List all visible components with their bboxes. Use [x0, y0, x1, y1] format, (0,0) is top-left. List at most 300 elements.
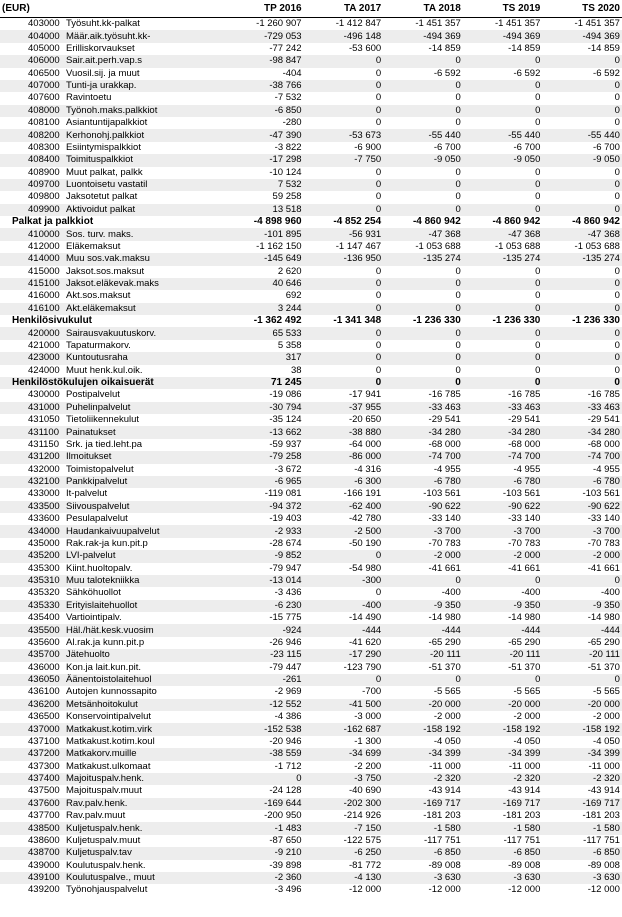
value-cell: -34 399 — [428, 748, 461, 760]
value-cell: -14 980 — [428, 612, 461, 624]
table-row — [0, 105, 622, 117]
value-cell: 317 — [285, 352, 302, 364]
value-cell: -9 350 — [433, 599, 461, 611]
account-name: Rav.palv.henk. — [66, 797, 128, 809]
account-cell — [0, 823, 224, 835]
account-code: 436200 — [28, 698, 60, 710]
account-cell — [0, 402, 224, 414]
account-code: 435300 — [28, 562, 60, 574]
account-code: 408000 — [28, 104, 60, 116]
value-cell: -1 260 907 — [256, 18, 302, 30]
value-cell: -4 852 254 — [333, 216, 382, 228]
value-cell: -43 914 — [508, 785, 541, 797]
account-name: Erityislaitehuollot — [66, 599, 138, 611]
col-header: TA 2017 — [343, 3, 382, 14]
value-cell: 0 — [375, 327, 382, 339]
value-cell: 0 — [535, 674, 541, 686]
value-cell: -3 630 — [433, 872, 461, 884]
value-cell: 0 — [375, 80, 382, 92]
account-cell — [0, 662, 224, 674]
value-cell: 0 — [375, 55, 382, 67]
value-cell: 0 — [455, 575, 461, 587]
value-cell: -68 000 — [508, 438, 541, 450]
account-cell — [0, 352, 224, 364]
value-cell: 0 — [535, 265, 541, 277]
table-row — [0, 674, 622, 686]
account-cell — [0, 526, 224, 538]
value-cell: -35 124 — [269, 414, 302, 426]
value-cell: -117 751 — [423, 834, 461, 846]
value-cell: 0 — [614, 364, 620, 376]
account-name: Palkat ja palkkiot — [12, 216, 94, 228]
account-cell — [0, 68, 224, 80]
table-row — [0, 513, 622, 525]
table-row — [0, 686, 622, 698]
table-row — [0, 736, 622, 748]
account-name: Autojen kunnossapito — [66, 686, 157, 698]
value-cell: 0 — [614, 55, 620, 67]
value-cell: -11 000 — [588, 760, 620, 772]
value-cell: 0 — [535, 55, 541, 67]
table-row — [0, 241, 622, 253]
value-cell: -12 000 — [348, 884, 382, 896]
account-cell — [0, 513, 224, 525]
value-cell: 0 — [375, 203, 382, 215]
table-row — [0, 179, 622, 191]
account-name: Metsänhoitokulut — [66, 698, 138, 710]
value-cell: -79 258 — [269, 451, 302, 463]
account-name: Ilmoitukset — [66, 451, 112, 463]
table-row — [0, 402, 622, 414]
value-cell: -7 532 — [274, 92, 302, 104]
col-header: TS 2019 — [502, 3, 541, 14]
value-cell: -29 541 — [428, 414, 461, 426]
value-cell: 5 358 — [277, 339, 302, 351]
value-cell: 0 — [455, 352, 461, 364]
account-cell — [0, 18, 224, 30]
account-name: Toimituspalkkiot — [66, 154, 134, 166]
account-code: 431100 — [28, 426, 59, 438]
value-cell: -6 850 — [274, 104, 302, 116]
account-code: 409900 — [28, 203, 60, 215]
table-row — [0, 439, 622, 451]
value-cell: -136 950 — [343, 253, 382, 265]
value-cell: -54 980 — [348, 562, 382, 574]
account-name: Akt.sos.maksut — [66, 290, 131, 302]
value-cell: -444 — [362, 624, 382, 636]
value-cell: -5 565 — [433, 686, 461, 698]
value-cell: 0 — [614, 166, 620, 178]
value-cell: -119 081 — [264, 488, 302, 500]
account-name: Pankkipalvelut — [66, 476, 128, 488]
account-name: Asiantuntijapalkkiot — [66, 117, 148, 129]
value-cell: 0 — [375, 191, 382, 203]
account-code: 424000 — [28, 364, 60, 376]
account-cell — [0, 377, 224, 389]
table-row — [0, 637, 622, 649]
account-cell — [0, 600, 224, 612]
value-cell: 0 — [375, 179, 382, 191]
account-code: 433600 — [28, 513, 60, 525]
account-cell — [0, 290, 224, 302]
account-code: 415100 — [28, 278, 60, 290]
account-code: 437300 — [28, 760, 60, 772]
value-cell: -1 712 — [274, 760, 302, 772]
account-name: Matkakorv.muille — [66, 748, 137, 760]
value-cell: -47 368 — [587, 228, 620, 240]
account-code: 406000 — [28, 55, 60, 67]
value-cell: -101 895 — [264, 228, 302, 240]
value-cell: -181 203 — [423, 810, 461, 822]
value-cell: -40 690 — [348, 785, 382, 797]
value-cell: -42 780 — [348, 513, 382, 525]
account-cell — [0, 191, 224, 203]
value-cell: 0 — [375, 302, 382, 314]
value-cell: -3 672 — [274, 463, 302, 475]
value-cell: -3 700 — [513, 525, 541, 537]
value-cell: -2 000 — [513, 711, 541, 723]
value-cell: -2 320 — [433, 773, 461, 785]
account-name: Vartiointipalv. — [66, 612, 122, 624]
value-cell: 0 — [535, 352, 541, 364]
table-row — [0, 117, 622, 129]
value-cell: -1 451 357 — [415, 18, 461, 30]
account-code: 433000 — [28, 488, 60, 500]
value-cell: 0 — [455, 278, 461, 290]
account-code: 406500 — [28, 67, 60, 79]
value-cell: 0 — [535, 339, 541, 351]
account-code: 435400 — [28, 612, 60, 624]
value-cell: -4 050 — [513, 735, 541, 747]
subtotal-row — [0, 216, 622, 228]
value-cell: -14 859 — [428, 42, 461, 54]
value-cell: 0 — [455, 265, 461, 277]
table-row — [0, 587, 622, 599]
value-cell: -29 541 — [587, 414, 620, 426]
value-cell: -3 750 — [354, 773, 382, 785]
value-cell: -166 191 — [343, 488, 382, 500]
account-cell — [0, 43, 224, 55]
value-cell: -65 290 — [587, 636, 620, 648]
value-cell: -1 580 — [433, 822, 461, 834]
value-cell: -6 850 — [433, 847, 461, 859]
value-cell: 0 — [375, 339, 382, 351]
account-name: Tietoliikennekulut — [66, 414, 140, 426]
value-cell: -14 859 — [508, 42, 541, 54]
account-name: Työsuht.kk-palkat — [66, 18, 140, 30]
value-cell: 0 — [614, 92, 620, 104]
account-code: 438500 — [28, 822, 60, 834]
value-cell: 692 — [285, 290, 302, 302]
account-cell — [0, 365, 224, 377]
account-name: Siivouspalvelut — [66, 500, 130, 512]
value-cell: -1 053 688 — [494, 240, 541, 252]
account-cell — [0, 612, 224, 624]
value-cell: -5 565 — [593, 686, 620, 698]
account-code: 408200 — [28, 129, 60, 141]
table-row — [0, 327, 622, 339]
account-cell — [0, 92, 224, 104]
value-cell: 0 — [614, 302, 620, 314]
table-row — [0, 340, 622, 352]
account-cell — [0, 563, 224, 575]
account-cell — [0, 439, 224, 451]
value-cell: 0 — [614, 203, 620, 215]
account-cell — [0, 142, 224, 154]
account-cell — [0, 649, 224, 661]
value-cell: 3 244 — [277, 302, 302, 314]
value-cell: -1 412 847 — [335, 18, 382, 30]
account-code: 408400 — [28, 154, 60, 166]
value-cell: -4 955 — [433, 463, 461, 475]
value-cell: -117 751 — [583, 834, 620, 846]
value-cell: -444 — [521, 624, 541, 636]
value-cell: -34 399 — [508, 748, 541, 760]
value-cell: 0 — [534, 377, 541, 389]
value-cell: -56 931 — [348, 228, 382, 240]
table-row — [0, 872, 622, 884]
value-cell: 0 — [455, 674, 461, 686]
value-cell: -16 785 — [428, 389, 461, 401]
value-cell: -89 008 — [428, 859, 461, 871]
value-cell: -20 946 — [269, 735, 302, 747]
account-name: Toimistopalvelut — [66, 463, 134, 475]
value-cell: -6 700 — [513, 141, 541, 153]
account-cell — [0, 587, 224, 599]
value-cell: -6 780 — [593, 476, 620, 488]
account-code: 438700 — [28, 847, 60, 859]
account-name: Muu talotekniikka — [66, 575, 140, 587]
account-code: 435600 — [28, 636, 60, 648]
value-cell: -2 200 — [354, 760, 382, 772]
table-row — [0, 649, 622, 661]
value-cell: -2 000 — [593, 550, 620, 562]
table-row — [0, 142, 622, 154]
value-cell: -152 538 — [264, 723, 302, 735]
table-row — [0, 68, 622, 80]
value-cell: -2 000 — [433, 711, 461, 723]
account-name: It-palvelut — [66, 488, 108, 500]
value-cell: 0 — [614, 377, 620, 389]
value-cell: 0 — [375, 587, 382, 599]
table-row — [0, 835, 622, 847]
value-cell: -30 794 — [269, 401, 302, 413]
account-name: Matkakust.kotim.koul — [66, 735, 155, 747]
value-cell: -90 622 — [428, 500, 461, 512]
account-cell — [0, 785, 224, 797]
value-cell: -2 000 — [433, 550, 461, 562]
account-name: Aktivoidut palkat — [66, 203, 136, 215]
account-cell — [0, 204, 224, 216]
value-cell: 0 — [296, 773, 302, 785]
account-name: Haudankaivuupalvelut — [66, 525, 160, 537]
value-cell: -20 111 — [429, 649, 461, 661]
value-cell: -400 — [441, 587, 461, 599]
account-name: Henkilösivukulut — [12, 315, 93, 327]
value-cell: -1 580 — [593, 822, 620, 834]
table-row — [0, 501, 622, 513]
account-code: 436000 — [28, 661, 60, 673]
value-cell: 0 — [535, 290, 541, 302]
value-cell: -16 785 — [587, 389, 620, 401]
account-code: 437700 — [28, 810, 60, 822]
value-cell: -14 859 — [587, 42, 620, 54]
value-cell: -200 950 — [264, 810, 302, 822]
account-code: 412000 — [28, 240, 60, 252]
account-cell — [0, 575, 224, 587]
value-cell: -3 630 — [513, 872, 541, 884]
value-cell: -12 000 — [428, 884, 461, 896]
table-body — [0, 18, 622, 897]
value-cell: -4 130 — [354, 872, 382, 884]
value-cell: -29 541 — [508, 414, 541, 426]
account-name: LVI-palvelut — [66, 550, 116, 562]
value-cell: -494 369 — [423, 30, 461, 42]
value-cell: 0 — [535, 278, 541, 290]
table-row — [0, 80, 622, 92]
value-cell: -169 717 — [502, 797, 541, 809]
account-name: Jätehuolto — [66, 649, 110, 661]
value-cell: -65 290 — [428, 636, 461, 648]
value-cell: 59 258 — [272, 191, 302, 203]
value-cell: -14 980 — [508, 612, 541, 624]
table-row — [0, 563, 622, 575]
account-code: 405000 — [28, 42, 60, 54]
value-cell: -13 662 — [269, 426, 302, 438]
account-cell — [0, 884, 224, 896]
account-code: 436500 — [28, 711, 60, 723]
value-cell: -400 — [521, 587, 541, 599]
account-code: 434000 — [28, 525, 60, 537]
value-cell: -94 372 — [269, 500, 302, 512]
value-cell: -89 008 — [508, 859, 541, 871]
value-cell: -90 622 — [508, 500, 541, 512]
account-cell — [0, 810, 224, 822]
value-cell: 0 — [455, 104, 461, 116]
account-name: Sos. turv. maks. — [66, 228, 134, 240]
value-cell: -6 230 — [274, 599, 302, 611]
value-cell: 0 — [614, 674, 620, 686]
table-row — [0, 228, 622, 240]
account-name: Tunti-ja urakkap. — [66, 80, 137, 92]
value-cell: 0 — [614, 179, 620, 191]
value-cell: -4 386 — [274, 711, 302, 723]
value-cell: 40 646 — [272, 278, 302, 290]
value-cell: -11 000 — [508, 760, 541, 772]
account-name: Kuljetuspalv.tav — [66, 847, 132, 859]
value-cell: -135 274 — [582, 253, 620, 265]
account-code: 421000 — [28, 339, 60, 351]
value-cell: -924 — [282, 624, 302, 636]
account-code: 407000 — [28, 80, 60, 92]
account-cell — [0, 538, 224, 550]
value-cell: -68 000 — [587, 438, 620, 450]
table-row — [0, 748, 622, 760]
value-cell: 0 — [455, 203, 461, 215]
value-cell: -9 852 — [274, 550, 302, 562]
value-cell: -4 860 942 — [492, 216, 541, 228]
account-cell — [0, 229, 224, 241]
account-code: 435330 — [28, 599, 60, 611]
value-cell: -86 000 — [348, 451, 382, 463]
account-name: Koulutuspalv.henk. — [66, 859, 146, 871]
value-cell: 0 — [455, 364, 461, 376]
table-row — [0, 711, 622, 723]
account-name: Sähköhuollot — [66, 587, 121, 599]
value-cell: 0 — [455, 191, 461, 203]
value-cell: -158 192 — [502, 723, 541, 735]
account-name: Määr.aik.työsuht.kk- — [66, 30, 151, 42]
value-cell: -4 316 — [354, 463, 382, 475]
value-cell: -12 552 — [269, 698, 302, 710]
value-cell: -79 947 — [269, 562, 302, 574]
table-row — [0, 550, 622, 562]
value-cell: 0 — [455, 377, 461, 389]
value-cell: -6 780 — [433, 476, 461, 488]
account-cell — [0, 241, 224, 253]
value-cell: -70 783 — [508, 537, 541, 549]
value-cell: -103 561 — [582, 488, 620, 500]
account-name: Jaksot.sos.maksut — [66, 265, 145, 277]
value-cell: -3 630 — [593, 872, 620, 884]
table-row — [0, 451, 622, 463]
account-name: Häl./hät.kesk.vuosim — [66, 624, 154, 636]
account-cell — [0, 476, 224, 488]
value-cell: -117 751 — [503, 834, 541, 846]
value-cell: -135 274 — [502, 253, 541, 265]
value-cell: 0 — [614, 575, 620, 587]
value-cell: -17 941 — [348, 389, 382, 401]
value-cell: -9 350 — [513, 599, 541, 611]
account-code: 435200 — [28, 550, 60, 562]
value-cell: -33 140 — [428, 513, 461, 525]
value-cell: 0 — [614, 327, 620, 339]
table-row — [0, 488, 622, 500]
value-cell: -214 926 — [343, 810, 382, 822]
value-cell: 0 — [614, 278, 620, 290]
value-cell: -43 914 — [428, 785, 461, 797]
table-row — [0, 624, 622, 636]
value-cell: 0 — [375, 265, 382, 277]
value-cell: 38 — [291, 364, 302, 376]
account-name: Sair.ait.perh.vap.s — [66, 55, 143, 67]
value-cell: -41 661 — [587, 562, 620, 574]
value-cell: -98 847 — [269, 55, 302, 67]
account-cell — [0, 686, 224, 698]
value-cell: -1 451 357 — [494, 18, 541, 30]
table-row — [0, 464, 622, 476]
value-cell: -2 320 — [593, 773, 620, 785]
account-name: Kiint.huoltopalv. — [66, 562, 133, 574]
value-cell: -700 — [362, 686, 382, 698]
value-cell: -2 500 — [354, 525, 382, 537]
value-cell: -1 236 330 — [492, 315, 541, 327]
table-row — [0, 352, 622, 364]
account-code: 431150 — [28, 438, 59, 450]
value-cell: -6 780 — [513, 476, 541, 488]
account-code: 437200 — [28, 748, 60, 760]
value-cell: 0 — [535, 364, 541, 376]
account-code: 403000 — [28, 18, 60, 30]
account-name: Tapaturmakorv. — [66, 339, 131, 351]
account-name: Äänentoistolaitehuol — [66, 674, 152, 686]
value-cell: 0 — [375, 104, 382, 116]
account-cell — [0, 674, 224, 686]
value-cell: -1 236 330 — [572, 315, 620, 327]
value-cell: -3 700 — [433, 525, 461, 537]
account-code: 439200 — [28, 884, 60, 896]
value-cell: -55 440 — [428, 129, 461, 141]
